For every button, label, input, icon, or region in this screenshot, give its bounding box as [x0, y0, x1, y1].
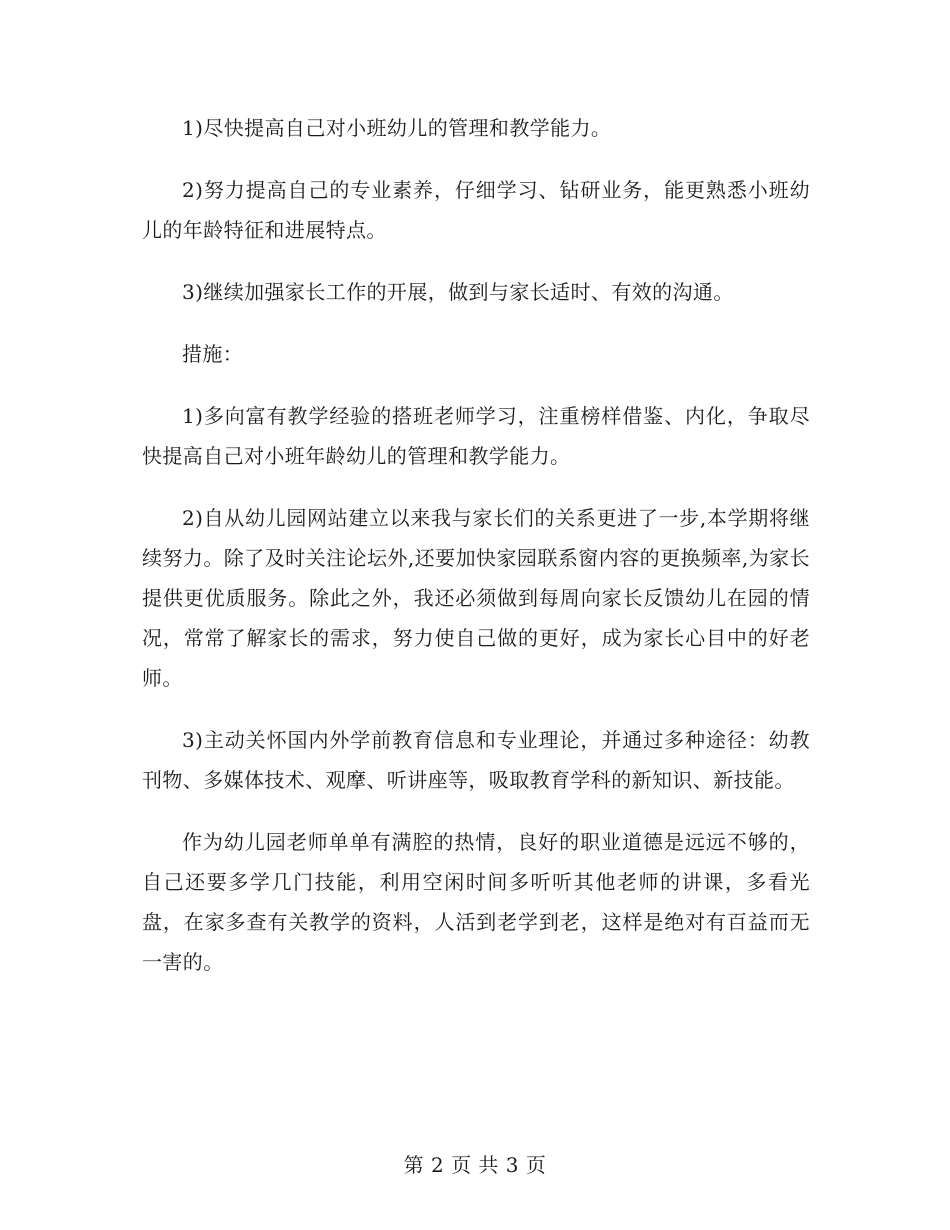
paragraph-measure-2: 2)自从幼儿园网站建立以来我与家长们的关系更进了一步,本学期将继续努力。除了及时关注论坛外,还要加快家园联系窗内容的更换频率,为家长提供更优质服务。除此之外，我还必须做到每周向家长反馈幼儿在园的情况，常常了解家长的需求，努力使自己做的更好，成为家长心目中的好老师。: [142, 506, 810, 690]
paragraph-measure-3: 3)主动关怀国内外学前教育信息和专业理论，并通过多种途径：幼教刊物、多媒体技术、观摩、听讲座等，吸取教育学科的新知识、新技能。: [142, 728, 810, 792]
paragraph-goal-1: 1)尽快提高自己对小班幼儿的管理和教学能力。: [182, 116, 612, 140]
paragraph-goal-2: 2)努力提高自己的专业素养，仔细学习、钻研业务，能更熟悉小班幼儿的年龄特征和进展特点。: [142, 178, 810, 242]
paragraph-measure-1: 1)多向富有教学经验的搭班老师学习，注重榜样借鉴、内化，争取尽快提高自己对小班年龄幼儿的管理和教学能力。: [142, 404, 810, 468]
page-number-footer: 第 2 页 共 3 页: [403, 1153, 547, 1177]
section-heading-measures: 措施：: [182, 342, 244, 366]
paragraph-goal-3: 3)继续加强家长工作的开展，做到与家长适时、有效的沟通。: [182, 280, 734, 304]
document-body: [142, 108, 810, 1004]
paragraph-conclusion: 作为幼儿园老师单单有满腔的热情，良好的职业道德是远远不够的，自己还要多学几门技能，利用空闲时间多听听其他老师的讲课，多看光盘，在家多查有关教学的资料，人活到老学到老，这样是绝对有百益而无一害的。: [142, 830, 810, 974]
